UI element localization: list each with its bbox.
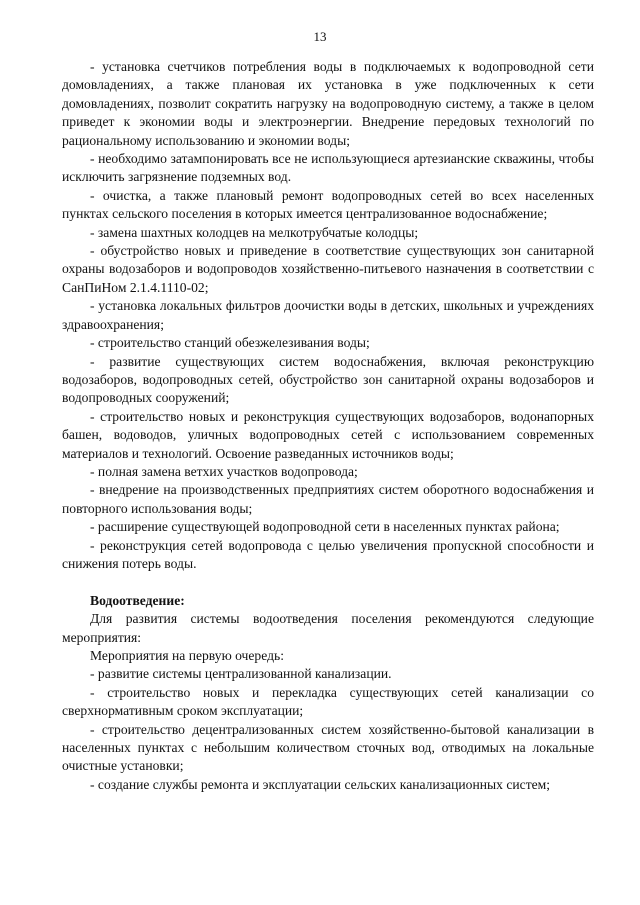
list-item: - строительство децентрализованных систем хозяйственно-бытовой канализации в населенных пунктах с небольшим количеством сточных вод, отводимых на локальные очистные установки;	[62, 721, 594, 774]
section-intro: Для развития системы водоотведения поселения рекомендуются следующие мероприятия:	[62, 611, 594, 645]
section-spacer	[62, 573, 594, 591]
document-body	[62, 58, 594, 794]
list-item: - замена шахтных колодцев на мелкотрубчатые колодцы;	[90, 224, 419, 240]
list-item: - установка локальных фильтров доочистки воды в детских, школьных и учреждениях здравоохранения;	[62, 298, 594, 332]
list-item: - создание службы ремонта и эксплуатации сельских канализационных систем;	[90, 776, 551, 792]
list-item: - внедрение на производственных предприятиях систем оборотного водоснабжения и повторного использования воды;	[62, 482, 594, 516]
list-item: - обустройство новых и приведение в соответствие существующих зон санитарной охраны водозаборов и водопроводов хозяйственно-питьевого назначения в соответствии с СанПиНом 2.1.4.1110-02;	[62, 243, 594, 295]
list-item: - реконструкция сетей водопровода с целью увеличения пропускной способности и снижения потерь воды.	[62, 537, 594, 571]
list-item: - строительство новых и перекладка существующих сетей канализации со сверхнормативным сроком эксплуатации;	[62, 684, 594, 719]
list-item: - установка счетчиков потребления воды в подключаемых к водопроводной сети домовладениях, а также плановая их установка в уже подключенных к сети домовладениях, позволит сократить нагрузку на водопроводную систему, а также в целом приведет к экономии воды и электроэнергии. Внедрение передовых технологий по рациональному использованию и экономии воды;	[62, 59, 594, 148]
list-item: - строительство новых и реконструкция существующих водозаборов, водонапорных башен, водоводов, уличных водопроводных сетей с использованием современных материалов и технологий. Освоение разведанных источников воды;	[62, 408, 594, 461]
list-item: - развитие системы централизованной канализации.	[90, 666, 392, 682]
list-item: - строительство станций обезжелезивания воды;	[90, 335, 370, 351]
list-item: - расширение существующей водопроводной сети в населенных пунктах района;	[90, 519, 560, 535]
water-supply-list	[62, 58, 594, 573]
list-item: - полная замена ветхих участков водопровода;	[90, 463, 358, 479]
list-item: - развитие существующих систем водоснабжения, включая реконструкцию водозаборов, водопроводных сетей, обустройство зон санитарной охраны водозаборов и водопроводных сооружений;	[62, 353, 594, 406]
page-number: 13	[313, 29, 327, 44]
list-item: - необходимо затампонировать все не использующиеся артезианские скважины, чтобы исключить загрязнение подземных вод.	[62, 151, 594, 185]
list-item: - очистка, а также плановый ремонт водопроводных сетей во всех населенных пунктах сельского поселения в которых имеется централизованное водоснабжение;	[62, 187, 594, 222]
section-heading: Водоотведение:	[90, 592, 185, 608]
sanitation-section	[62, 592, 594, 794]
first-stage-label: Мероприятия на первую очередь:	[90, 647, 284, 663]
